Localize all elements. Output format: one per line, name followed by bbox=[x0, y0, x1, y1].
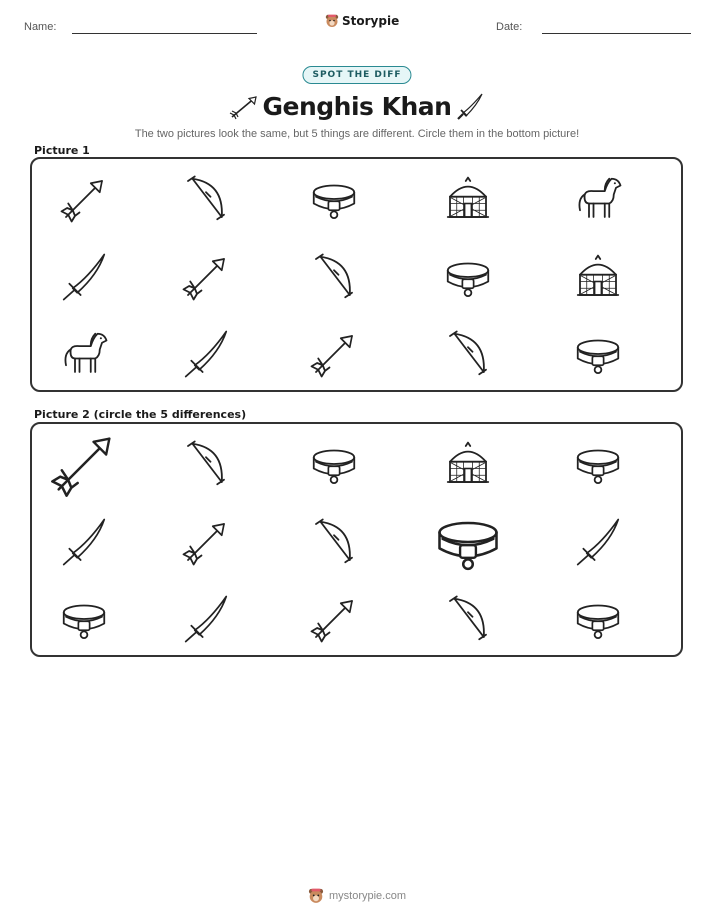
bear-icon bbox=[308, 888, 324, 904]
picture-2-belt-icon[interactable] bbox=[57, 592, 111, 646]
picture-1-yurt-icon bbox=[441, 172, 495, 226]
brand-name: Storypie bbox=[342, 14, 400, 28]
picture-2-sword-icon[interactable] bbox=[179, 592, 233, 646]
brand-logo bbox=[325, 14, 399, 28]
picture-2-arrow-icon[interactable] bbox=[179, 515, 233, 569]
picture-2-belt-icon[interactable] bbox=[430, 504, 506, 580]
picture-1-horse-icon bbox=[571, 172, 625, 226]
picture-2-bow-icon[interactable] bbox=[179, 437, 233, 491]
picture-1-sword-icon bbox=[57, 250, 111, 304]
picture-2-belt-icon[interactable] bbox=[307, 437, 361, 491]
picture-1-bow-icon bbox=[307, 250, 361, 304]
picture-1-arrow-icon bbox=[57, 172, 111, 226]
picture-2-sword-icon[interactable] bbox=[57, 515, 111, 569]
name-label: Name: bbox=[24, 21, 57, 33]
spot-the-diff-badge: SPOT THE DIFF bbox=[302, 66, 411, 84]
picture-1-arrow-icon bbox=[307, 327, 361, 381]
worksheet-title: Genghis Khan bbox=[262, 92, 452, 121]
picture-2-bow-icon[interactable] bbox=[441, 592, 495, 646]
picture-2-belt-icon[interactable] bbox=[571, 592, 625, 646]
footer bbox=[0, 888, 714, 904]
picture-1-arrow-icon bbox=[179, 250, 233, 304]
picture-1-sword-icon bbox=[179, 327, 233, 381]
name-line[interactable] bbox=[72, 33, 257, 34]
picture-1-belt-icon bbox=[307, 172, 361, 226]
picture-2-yurt-icon[interactable] bbox=[441, 437, 495, 491]
picture-1-belt-icon bbox=[441, 250, 495, 304]
picture-2-panel[interactable] bbox=[30, 422, 683, 657]
bear-icon bbox=[325, 14, 339, 28]
picture-2-arrow-icon[interactable] bbox=[307, 592, 361, 646]
instructions: The two pictures look the same, but 5 things are different. Circle them in the bottom picture! bbox=[134, 128, 580, 140]
date-label: Date: bbox=[496, 21, 523, 33]
picture-2-belt-icon[interactable] bbox=[571, 437, 625, 491]
title-sword-icon bbox=[455, 91, 485, 121]
picture-1-label: Picture 1 bbox=[34, 144, 90, 157]
picture-1-panel bbox=[30, 157, 683, 392]
picture-2-sword-icon[interactable] bbox=[571, 515, 625, 569]
picture-1-bow-icon bbox=[441, 327, 495, 381]
picture-2-arrow-icon[interactable] bbox=[46, 426, 122, 502]
picture-1-belt-icon bbox=[571, 327, 625, 381]
picture-1-bow-icon bbox=[179, 172, 233, 226]
picture-1-yurt-icon bbox=[571, 250, 625, 304]
picture-2-bow-icon[interactable] bbox=[307, 515, 361, 569]
picture-1-horse-icon bbox=[57, 327, 111, 381]
picture-2-label: Picture 2 (circle the 5 differences) bbox=[34, 408, 247, 421]
date-line[interactable] bbox=[542, 33, 691, 34]
footer-url: mystorypie.com bbox=[328, 890, 407, 902]
